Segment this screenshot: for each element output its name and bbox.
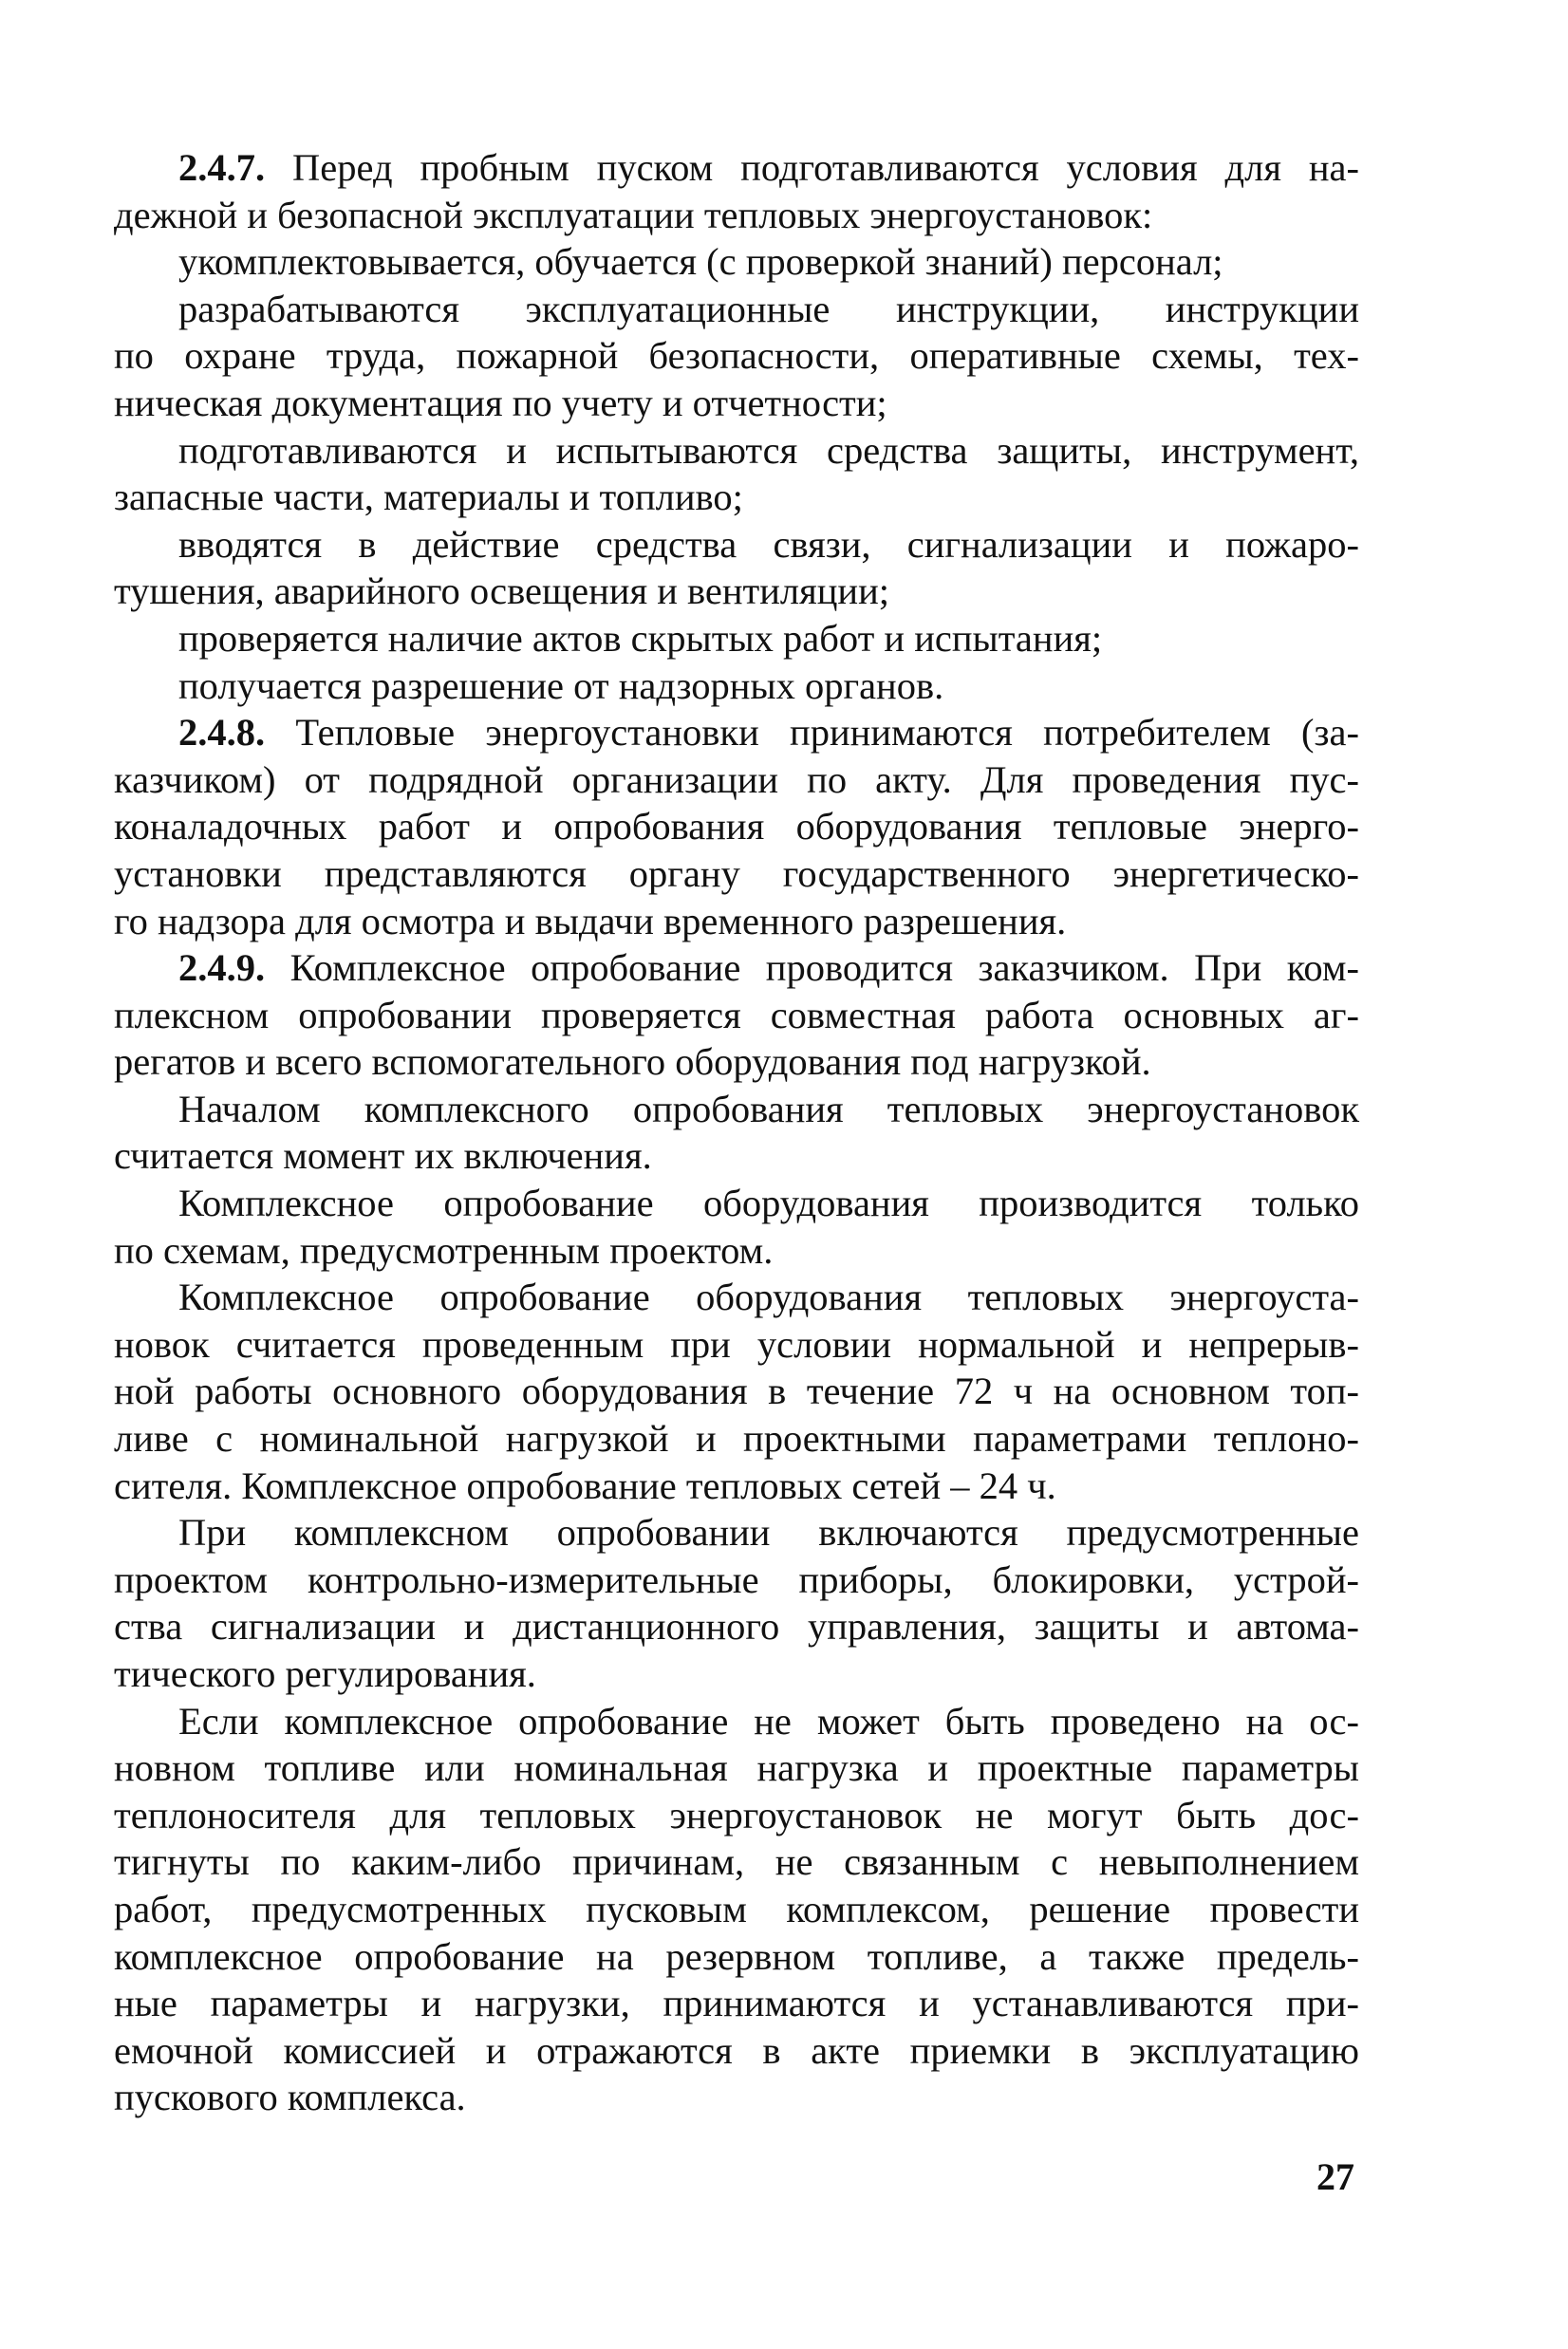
text-line <box>114 850 1359 898</box>
line-text: новок считается проведенным при условии нормальной и непрерыв- <box>114 1322 1359 1366</box>
text-line <box>114 1086 1359 1133</box>
line-text: го надзора для осмотра и выдачи временного разрешения. <box>114 899 1067 942</box>
line-text: дежной и безопасной эксплуатации тепловых энергоустановок: <box>114 193 1153 236</box>
line-text: коналадочных работ и опробования оборудования тепловые энерго- <box>114 805 1359 848</box>
section-number: 2.4.7. <box>178 146 266 189</box>
line-text: проверяется наличие актов скрытых работ и испытания; <box>178 616 1103 660</box>
text-line <box>114 1933 1359 1981</box>
text-line <box>114 992 1359 1039</box>
line-text: казчиком) от подрядной организации по акту. Для проведения пус- <box>114 757 1359 801</box>
text-line <box>114 286 1359 333</box>
text-line <box>114 1274 1359 1321</box>
line-text: ной работы основного оборудования в течение 72 ч на основном топ- <box>114 1370 1359 1413</box>
line-text: емочной комиссией и отражаются в акте приемки в эксплуатацию <box>114 2028 1359 2072</box>
line-text: Началом комплексного опробования тепловых энергоустановок <box>178 1087 1359 1130</box>
line-text: проектом контрольно-измерительные приборы, блокировки, устрой- <box>114 1557 1359 1601</box>
text-line <box>114 1321 1359 1369</box>
text-line <box>114 944 1359 992</box>
text-line <box>114 238 1359 286</box>
line-text: регатов и всего вспомогательного оборудования под нагрузкой. <box>114 1040 1151 1084</box>
line-text: Комплексное опробование проводится заказчиком. При ком- <box>265 946 1359 990</box>
line-text: теплоносителя для тепловых энергоустановок не могут быть дос- <box>114 1793 1359 1836</box>
text-line <box>114 1180 1359 1227</box>
line-text: ливе с номинальной нагрузкой и проектными параметрами теплоно- <box>114 1417 1359 1461</box>
line-text: тушения, аварийного освещения и вентиляции; <box>114 569 890 613</box>
line-text: разрабатываются эксплуатационные инструкции, инструкции <box>178 287 1359 330</box>
section-number: 2.4.9. <box>178 946 266 990</box>
text-line <box>114 1650 1359 1698</box>
line-text: Если комплексное опробование не может быть проведено на ос- <box>178 1699 1359 1743</box>
text-line <box>114 803 1359 850</box>
line-text: При комплексном опробовании включаются предусмотренные <box>178 1511 1359 1555</box>
text-line <box>114 1368 1359 1415</box>
text-line <box>114 1744 1359 1792</box>
line-text: подготавливаются и испытываются средства защиты, инструмент, <box>178 428 1359 472</box>
body-text <box>114 144 1359 2121</box>
text-line <box>114 1792 1359 1839</box>
line-text: тигнуты по каким-либо причинам, не связанным с невыполнением <box>114 1840 1359 1884</box>
line-text: новном топливе или номинальная нагрузка и проектные параметры <box>114 1746 1359 1790</box>
text-line <box>114 662 1359 710</box>
text-line <box>114 380 1359 427</box>
line-text: запасные части, материалы и топливо; <box>114 475 743 519</box>
text-line <box>114 1463 1359 1510</box>
text-line <box>114 1698 1359 1745</box>
text-line <box>114 1886 1359 1933</box>
text-line <box>114 192 1359 239</box>
text-line <box>114 898 1359 945</box>
text-line <box>114 1838 1359 1886</box>
text-line <box>114 1132 1359 1180</box>
line-text: укомплектовывается, обучается (с проверкой знаний) персонал; <box>178 240 1223 284</box>
page-number: 27 <box>1316 2155 1354 2198</box>
line-text: тического регулирования. <box>114 1652 536 1695</box>
text-line <box>114 1557 1359 1604</box>
line-text: ническая документация по учету и отчетности; <box>114 381 887 424</box>
line-text: установки представляются органу государственного энергетическо- <box>114 851 1359 895</box>
text-line <box>114 1415 1359 1463</box>
line-text: пускового комплекса. <box>114 2076 466 2119</box>
line-text: сителя. Комплексное опробование тепловых сетей – 24 ч. <box>114 1463 1056 1507</box>
text-line <box>114 1603 1359 1650</box>
line-text: ства сигнализации и дистанционного управления, защиты и автома- <box>114 1605 1359 1649</box>
text-line <box>114 568 1359 615</box>
line-text: Комплексное опробование оборудования тепловых энергоуста- <box>178 1276 1359 1319</box>
text-line <box>114 1038 1359 1086</box>
text-line <box>114 1227 1359 1275</box>
section-number: 2.4.8. <box>178 711 266 755</box>
text-line <box>114 615 1359 662</box>
line-text: по охране труда, пожарной безопасности, оперативные схемы, тех- <box>114 334 1359 378</box>
line-text: комплексное опробование на резервном топливе, а также предель- <box>114 1934 1359 1978</box>
line-text: вводятся в действие средства связи, сигнализации и пожаро- <box>178 522 1359 566</box>
line-text: плексном опробовании проверяется совместная работа основных аг- <box>114 993 1359 1036</box>
text-line <box>114 521 1359 569</box>
line-text: Тепловые энергоустановки принимаются потребителем (за- <box>265 711 1359 755</box>
text-line <box>114 1980 1359 2027</box>
line-text: ные параметры и нагрузки, принимаются и устанавливаются при- <box>114 1982 1359 2025</box>
text-line <box>114 756 1359 804</box>
line-text: получается разрешение от надзорных органов. <box>178 663 944 707</box>
line-text: Перед пробным пуском подготавливаются условия для на- <box>265 146 1359 189</box>
text-line <box>114 2027 1359 2075</box>
text-line <box>114 2074 1359 2121</box>
text-line <box>114 1509 1359 1557</box>
text-line <box>114 144 1359 192</box>
text-line <box>114 427 1359 475</box>
line-text: считается момент их включения. <box>114 1134 652 1178</box>
line-text: работ, предусмотренных пусковым комплексом, решение провести <box>114 1887 1359 1930</box>
line-text: по схемам, предусмотренным проектом. <box>114 1228 774 1272</box>
text-line <box>114 474 1359 521</box>
text-line <box>114 709 1359 756</box>
text-line <box>114 332 1359 380</box>
line-text: Комплексное опробование оборудования производится только <box>178 1182 1359 1225</box>
